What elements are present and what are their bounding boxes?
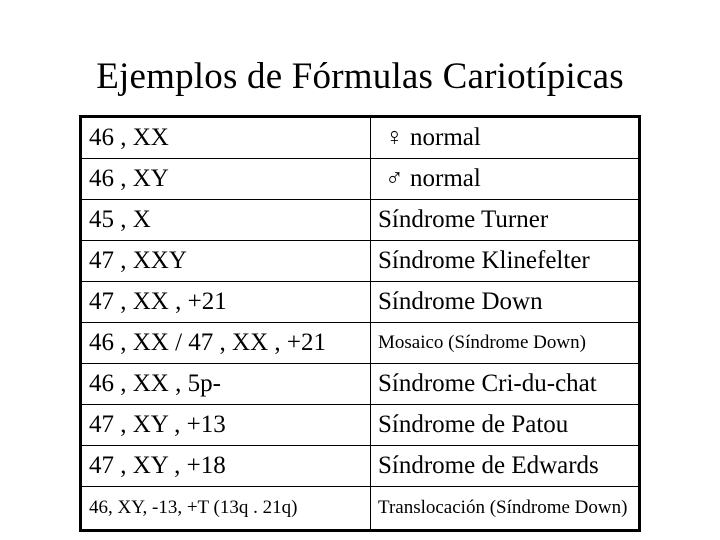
karyotype-formula: 46 , XY [81, 159, 371, 200]
karyotype-formula: 47 , XY , +18 [81, 446, 371, 487]
karyotype-formula: 45 , X [81, 200, 371, 241]
slide-title: Ejemplos de Fórmulas Cariotípicas [96, 56, 624, 97]
karyotype-formula: 46 , XX / 47 , XX , +21 [81, 323, 371, 364]
karyotype-formula: 46 , XX [81, 117, 371, 159]
karyotype-meaning: ♂ normal [371, 159, 640, 200]
table-row [81, 446, 640, 487]
karyotype-meaning: Síndrome Turner [371, 200, 640, 241]
karyotype-formula: 47 , XY , +13 [81, 405, 371, 446]
karyotype-meaning: Translocación (Síndrome Down) [371, 487, 640, 531]
karyotype-meaning: Mosaico (Síndrome Down) [371, 323, 640, 364]
table-row [81, 117, 640, 159]
table-row [81, 200, 640, 241]
table-row [81, 241, 640, 282]
table-row [81, 159, 640, 200]
table-row [81, 364, 640, 405]
karyotype-meaning: Síndrome Cri-du-chat [371, 364, 640, 405]
karyotype-meaning: Síndrome de Patou [371, 405, 640, 446]
karyotype-formula: 47 , XXY [81, 241, 371, 282]
table-row [81, 405, 640, 446]
table-row [81, 487, 640, 531]
karyotype-meaning: Síndrome Klinefelter [371, 241, 640, 282]
karyotype-meaning: Síndrome Down [371, 282, 640, 323]
karyotype-formula: 46 , XX , 5p- [81, 364, 371, 405]
karyotype-formula: 47 , XX , +21 [81, 282, 371, 323]
karyotype-meaning: Síndrome de Edwards [371, 446, 640, 487]
karyotype-formula: 46, XY, -13, +T (13q . 21q) [81, 487, 371, 531]
karyotype-table [79, 115, 641, 532]
karyotype-meaning: ♀ normal [371, 117, 640, 159]
table-row [81, 282, 640, 323]
table-row [81, 323, 640, 364]
